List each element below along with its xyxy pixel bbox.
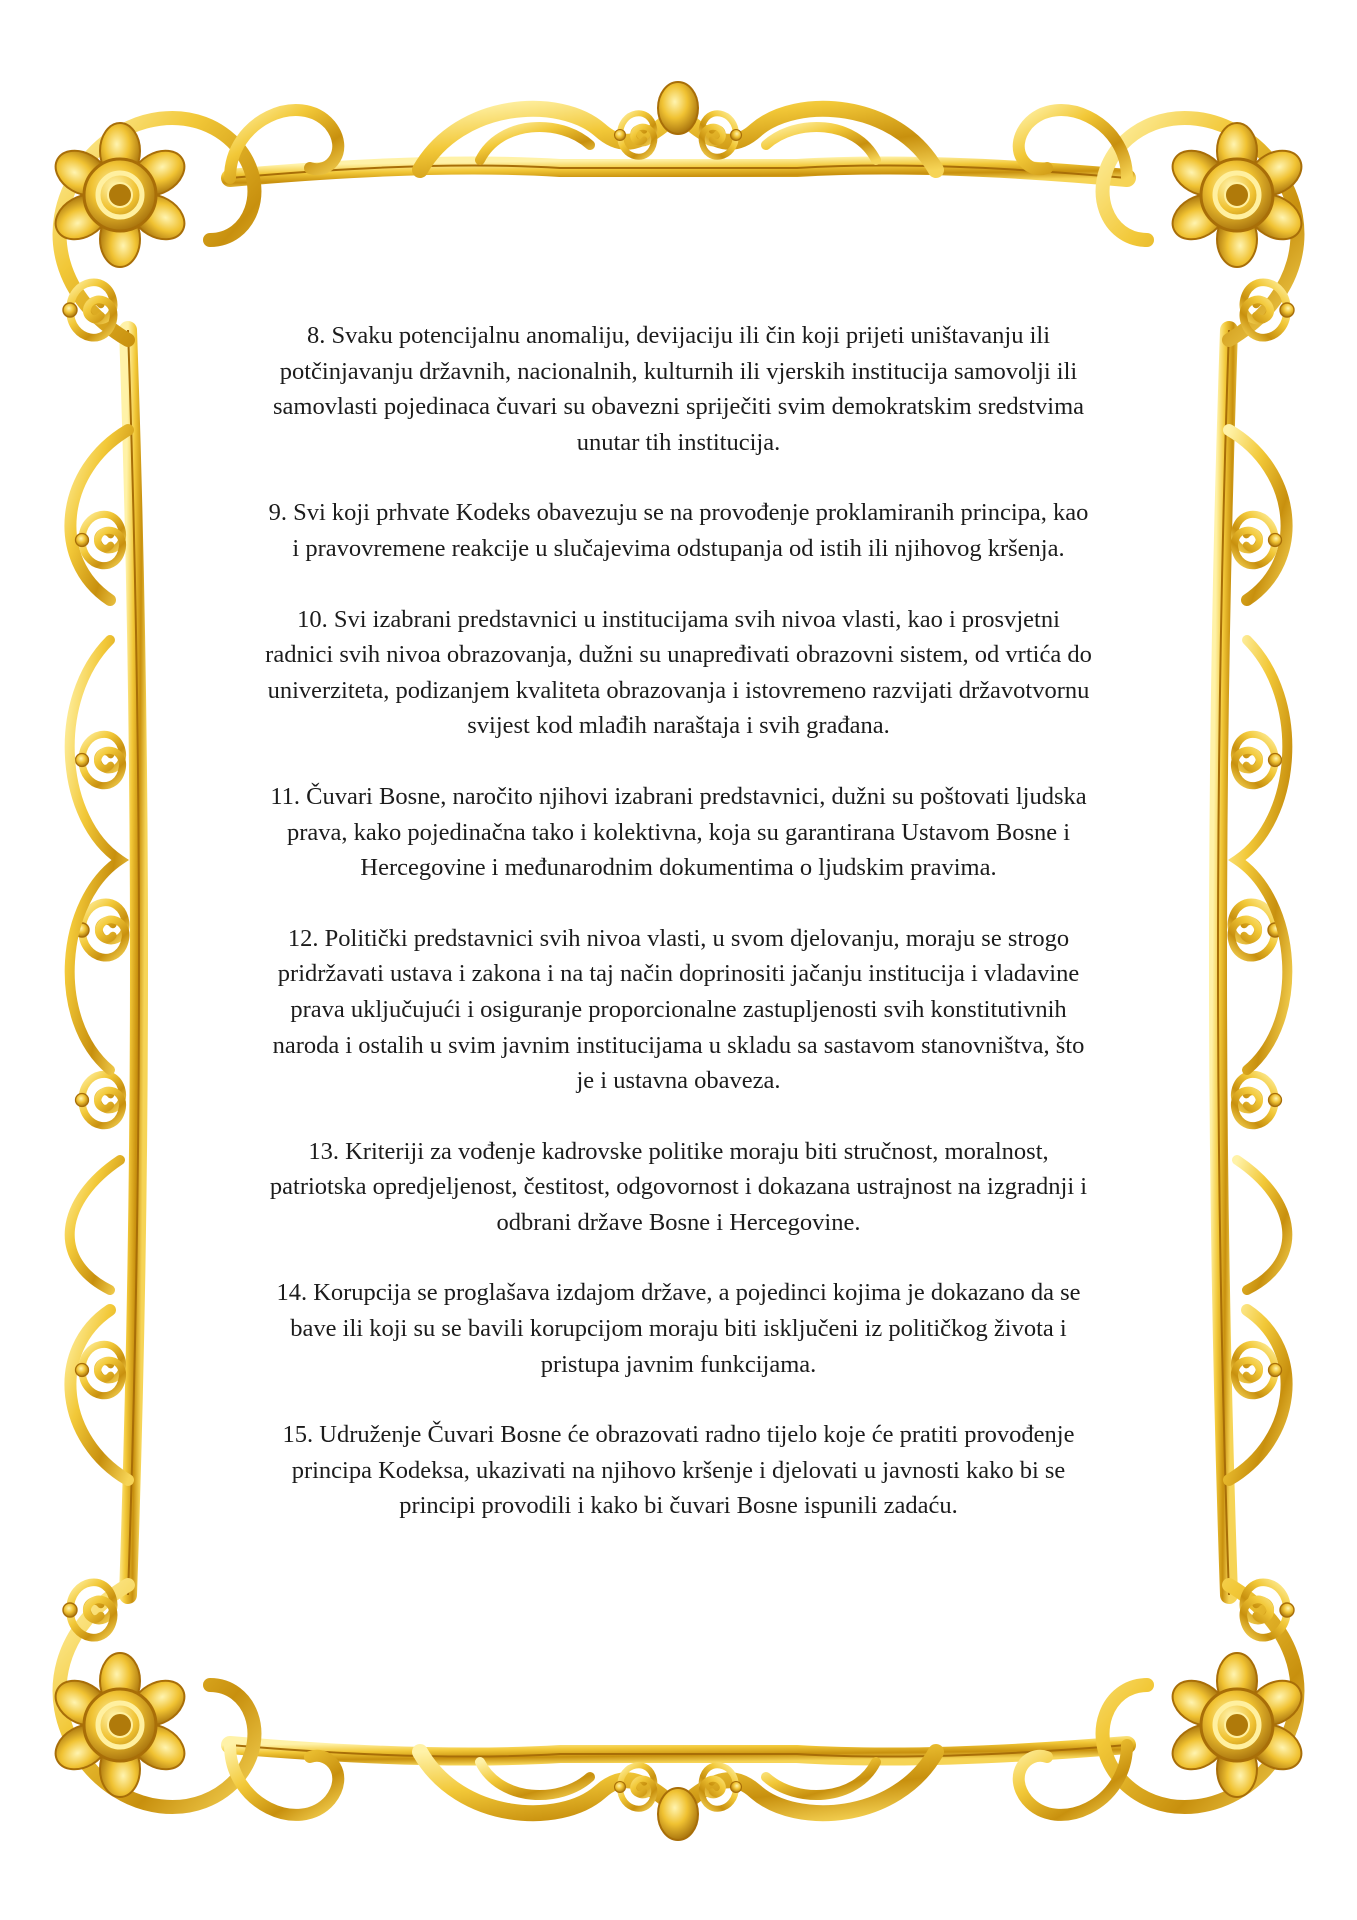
line: i pravovremene reakcije u slučajevima odstupanja od istih ili njihovog kršenja. (292, 534, 1065, 562)
paragraph-14 (200, 1275, 1157, 1382)
frame-bottom-bar (230, 1745, 1127, 1757)
line: potčinjavanju državnih, nacionalnih, kulturnih ili vjerskih institucija samovolji ili (279, 357, 1078, 385)
line: pridržavati ustava i zakona i na taj način doprinositi jačanju institucija i vladavine (277, 960, 1080, 988)
line: 14. Korupcija se proglašava izdajom države, a pojedinci kojima je dokazano da se (276, 1279, 1081, 1307)
line: bave ili koji su se bavili korupcijom moraju biti isključeni iz političkog života i (290, 1315, 1067, 1343)
line: 9. Svi koji prhvate Kodeks obavezuju se na provođenje proklamiranih principa, kao (268, 499, 1089, 527)
line: unutar tih institucija. (576, 428, 781, 456)
corner-top-left (48, 110, 339, 340)
line: naroda i ostalih u svim javnim institucijama u skladu sa sastavom stanovništva, što (272, 1031, 1085, 1059)
paragraph-11 (200, 779, 1157, 886)
line: radnici svih nivoa obrazovanja, dužni su unapređivati obrazovni sistem, od vrtića do (265, 641, 1092, 669)
line: principi provodili i kako bi čuvari Bosne ispunili zadaću. (399, 1492, 958, 1520)
document-body (200, 318, 1157, 1559)
paragraph-13 (200, 1134, 1157, 1241)
line: 8. Svaku potencijalnu anomaliju, devijaciju ili čin koji prijeti uništavanju ili (306, 322, 1051, 349)
frame-right-bar (1218, 330, 1229, 1595)
line: patriotska opredjeljenost, čestitost, odgovornost i dokazana ustrajnost na izgradnji i (269, 1173, 1088, 1201)
frame-top-bar (230, 166, 1127, 178)
line: principa Kodeksa, ukazivati na njihovo kršenje i djelovati u javnosti kako bi se (291, 1456, 1066, 1484)
paragraph-8 (200, 318, 1157, 460)
line: prava, kako pojedinačna tako i kolektivna, koja su garantirana Ustavom Bosne i (286, 818, 1071, 846)
line: 13. Kriteriji za vođenje kadrovske politike moraju biti stručnost, moralnost, (308, 1137, 1049, 1165)
corner-bottom-left (48, 1582, 339, 1815)
paragraph-12 (200, 921, 1157, 1099)
line: Hercegovine i međunarodnim dokumentima o ljudskim pravima. (360, 854, 997, 882)
paragraph-10 (200, 602, 1157, 744)
corner-bottom-right (1019, 1582, 1310, 1815)
left-side-scrolls (70, 430, 128, 1480)
paragraph-9 (200, 495, 1157, 566)
line: svijest kod mlađih naraštaja i svih građana. (467, 712, 890, 740)
line: je i ustavna obaveza. (576, 1067, 781, 1095)
line: 15. Udruženje Čuvari Bosne će obrazovati radno tijelo koje će pratiti provođenje (282, 1421, 1075, 1449)
frame-left-bar (128, 330, 139, 1595)
right-side-scrolls (1229, 430, 1287, 1480)
line: odbrani države Bosne i Hercegovine. (496, 1208, 861, 1236)
corner-top-right (1019, 110, 1310, 340)
line: 12. Politički predstavnici svih nivoa vlasti, u svom djelovanju, moraju se strogo (287, 924, 1070, 952)
line: univerziteta, podizanjem kvaliteta obrazovanja i istovremeno razvijati državotvornu (267, 676, 1090, 704)
line: 11. Čuvari Bosne, naročito njihovi izabrani predstavnici, dužni su poštovati ljudska (270, 782, 1087, 810)
line: pristupa javnim funkcijama. (540, 1350, 817, 1378)
line: prava uključujući i osiguranje proporcionalne zastupljenosti svih konstitutivnih (290, 995, 1067, 1023)
paragraph-15 (200, 1417, 1157, 1524)
line: 10. Svi izabrani predstavnici u institucijama svih nivoa vlasti, kao i prosvjetni (297, 605, 1060, 633)
line: samovlasti pojedinaca čuvari su obavezni spriječiti svim demokratskim sredstvima (272, 393, 1085, 421)
